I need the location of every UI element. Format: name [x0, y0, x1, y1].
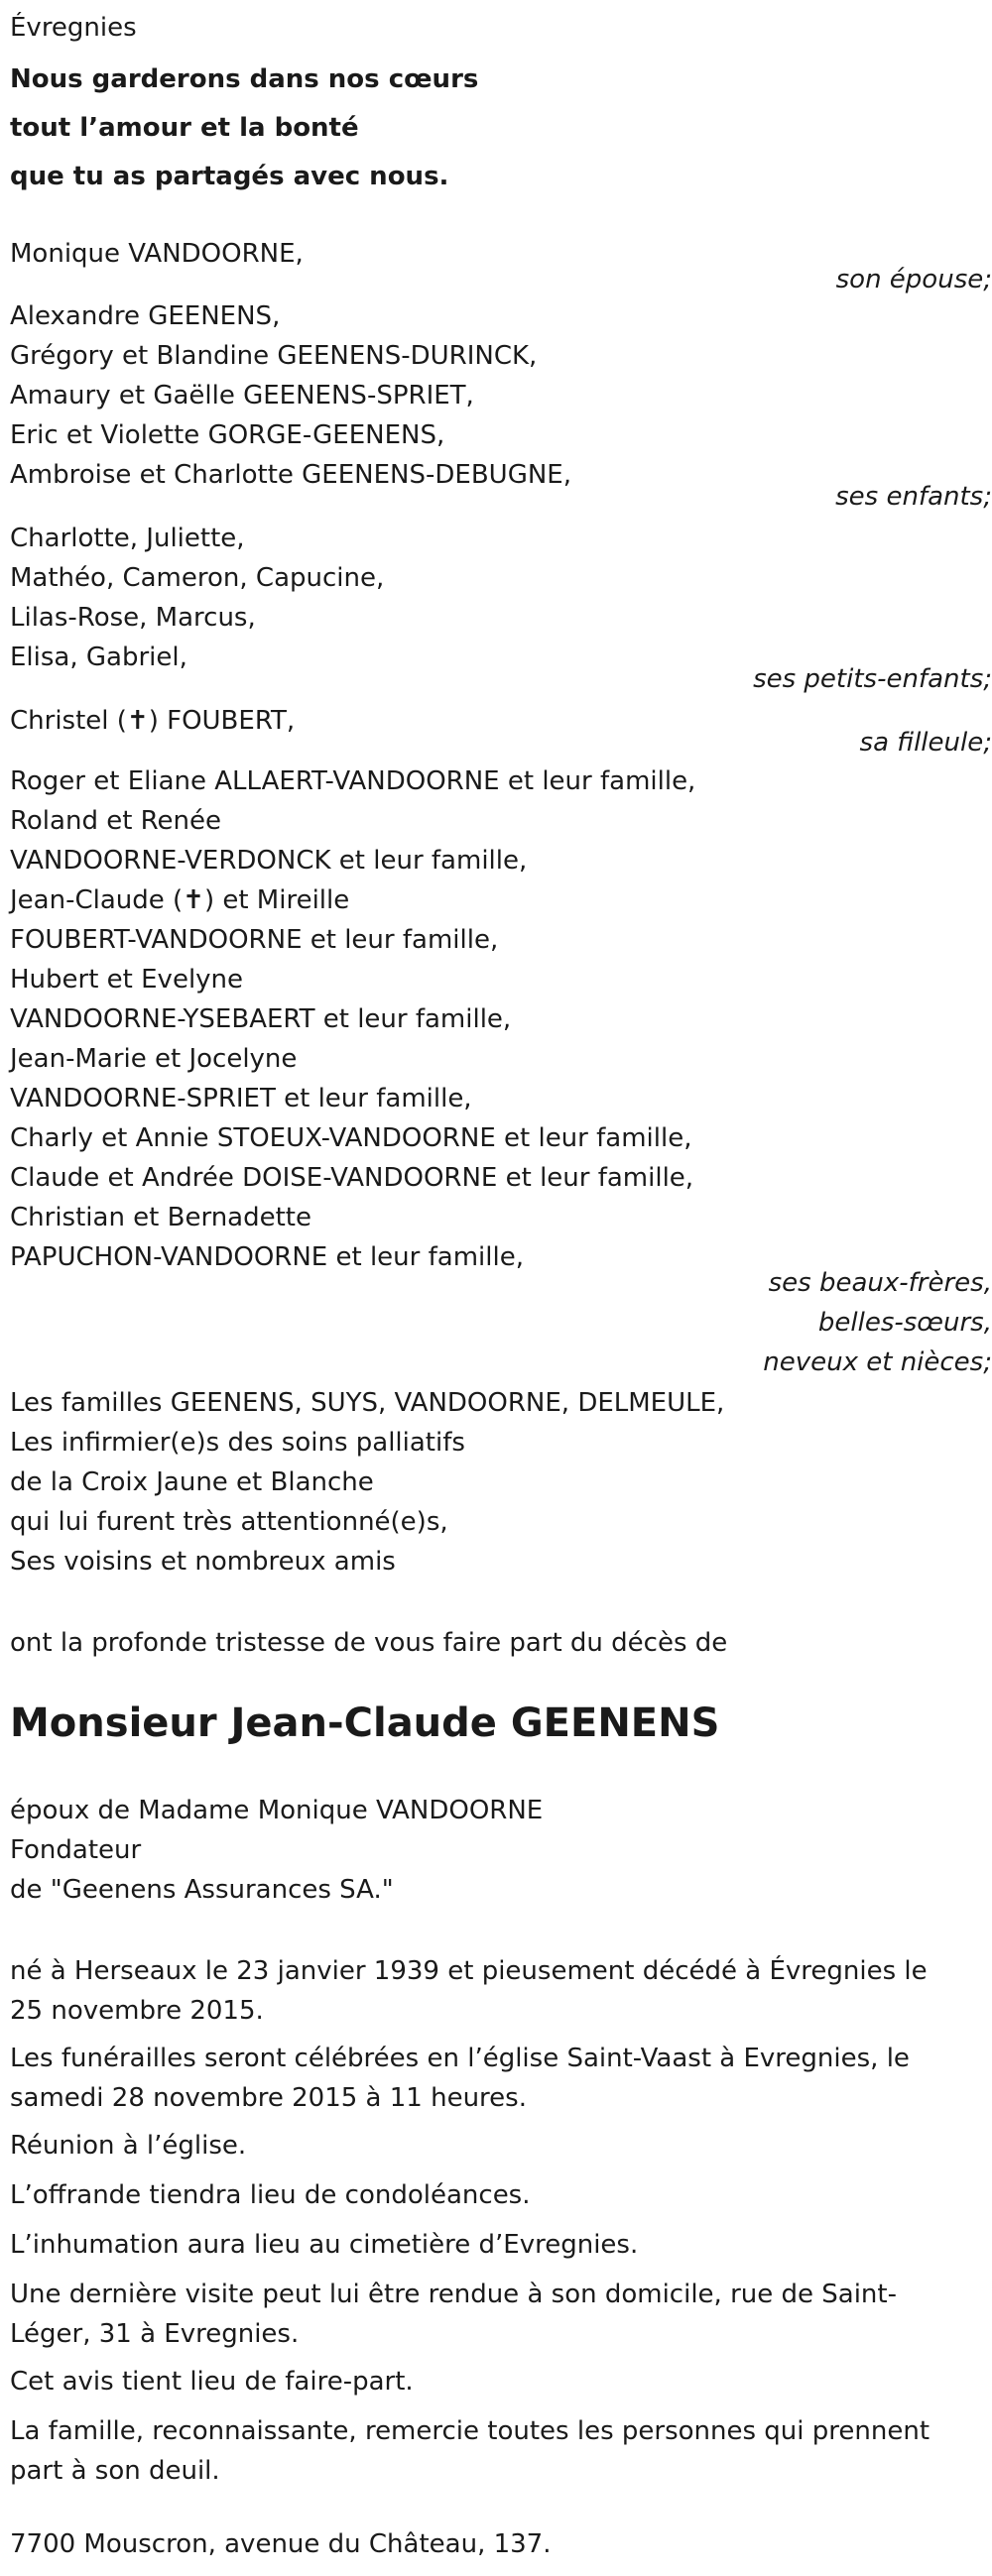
funeral-paragraph: Les funérailles seront célébrées en l’église Saint-Vaast à Evregnies, le samedi 28 novembre 2015 à 11 heures.	[10, 2044, 910, 2113]
family-group	[10, 761, 992, 1377]
family-role: ses beaux-frères,	[768, 1268, 992, 1298]
family-name: Christian et Bernadette	[10, 1203, 312, 1232]
deceased-name: Monsieur Jean-Claude GEENENS	[10, 1700, 720, 1746]
visit-paragraph: Une dernière visite peut lui être rendue à son domicile, rue de Saint-Léger, 31 à Evregnies.	[10, 2280, 897, 2349]
family-name: Claude et Andrée DOISE-VANDOORNE et leur famille,	[10, 1163, 694, 1193]
thanks-paragraph: La famille, reconnaissante, remercie toutes les personnes qui prennent part à son deuil.	[10, 2416, 930, 2486]
mourner-line: qui lui furent très attentionné(e)s,	[10, 1507, 448, 1537]
poem-line: que tu as partagés avec nous.	[10, 162, 449, 191]
gathering-paragraph: Réunion à l’église.	[10, 2131, 247, 2161]
family-role: son épouse;	[835, 265, 992, 294]
family-role: ses petits-enfants;	[753, 664, 992, 694]
burial-paragraph: L’inhumation aura lieu au cimetière d’Evregnies.	[10, 2230, 639, 2260]
family-name: Christel (✝) FOUBERT,	[10, 706, 296, 736]
family-name: Elisa, Gabriel,	[10, 643, 187, 672]
family-name: FOUBERT-VANDOORNE et leur famille,	[10, 925, 499, 955]
title-line: Fondateur	[10, 1835, 142, 1865]
family-name: Grégory et Blandine GEENENS-DURINCK,	[10, 341, 538, 371]
family-name: Monique VANDOORNE,	[10, 239, 304, 269]
family-name: Amaury et Gaëlle GEENENS-SPRIET,	[10, 381, 474, 410]
family-name: Mathéo, Cameron, Capucine,	[10, 563, 385, 593]
other-mourners	[10, 1383, 724, 1581]
family-role: sa filleule;	[859, 728, 992, 758]
offering-paragraph: L’offrande tiendra lieu de condoléances.	[10, 2180, 531, 2210]
title-line: de "Geenens Assurances SA."	[10, 1875, 394, 1905]
family-group	[10, 234, 992, 294]
notice-paragraph: Cet avis tient lieu de faire-part.	[10, 2367, 414, 2397]
mourner-line: Les infirmier(e)s des soins palliatifs	[10, 1428, 465, 1458]
family-name: Eric et Violette GORGE-GEENENS,	[10, 420, 445, 450]
family-name: Lilas-Rose, Marcus,	[10, 603, 256, 633]
deceased-titles	[10, 1791, 543, 1910]
address: 7700 Mouscron, avenue du Château, 137.	[10, 2529, 552, 2559]
family-name: Charly et Annie STOEUX-VANDOORNE et leur famille,	[10, 1123, 692, 1153]
family-role: belles-sœurs,	[817, 1308, 992, 1338]
mourner-line: de la Croix Jaune et Blanche	[10, 1467, 374, 1497]
poem-line: Nous garderons dans nos cœurs	[10, 64, 479, 94]
family-name: PAPUCHON-VANDOORNE et leur famille,	[10, 1242, 524, 1272]
family-group	[10, 296, 992, 512]
family-name: VANDOORNE-SPRIET et leur famille,	[10, 1084, 472, 1113]
poem-line: tout l’amour et la bonté	[10, 113, 359, 143]
town-name: Évregnies	[10, 13, 137, 43]
family-group	[10, 519, 992, 694]
family-group	[10, 701, 992, 758]
mourner-line: Ses voisins et nombreux amis	[10, 1547, 396, 1577]
family-name: VANDOORNE-VERDONCK et leur famille,	[10, 846, 528, 876]
family-role: ses enfants;	[835, 482, 992, 512]
family-name: Jean-Claude (✝) et Mireille	[10, 885, 350, 915]
announcement: ont la profonde tristesse de vous faire part du décès de	[10, 1628, 728, 1658]
family-name: VANDOORNE-YSEBAERT et leur famille,	[10, 1004, 512, 1034]
poem	[10, 56, 478, 201]
family-name: Roger et Eliane ALLAERT-VANDOORNE et leur famille,	[10, 766, 696, 796]
family-name: Roland et Renée	[10, 806, 222, 836]
family-name: Hubert et Evelyne	[10, 965, 244, 995]
birth-death-paragraph: né à Herseaux le 23 janvier 1939 et pieusement décédé à Évregnies le 25 novembre 2015.	[10, 1956, 928, 2026]
family-role: neveux et nièces;	[763, 1347, 992, 1377]
family-name: Charlotte, Juliette,	[10, 524, 245, 553]
mourner-line: Les familles GEENENS, SUYS, VANDOORNE, DELMEULE,	[10, 1388, 725, 1418]
title-line: époux de Madame Monique VANDOORNE	[10, 1796, 544, 1825]
family-name: Jean-Marie et Jocelyne	[10, 1044, 298, 1074]
family-name: Alexandre GEENENS,	[10, 301, 281, 331]
family-name: Ambroise et Charlotte GEENENS-DEBUGNE,	[10, 460, 571, 490]
